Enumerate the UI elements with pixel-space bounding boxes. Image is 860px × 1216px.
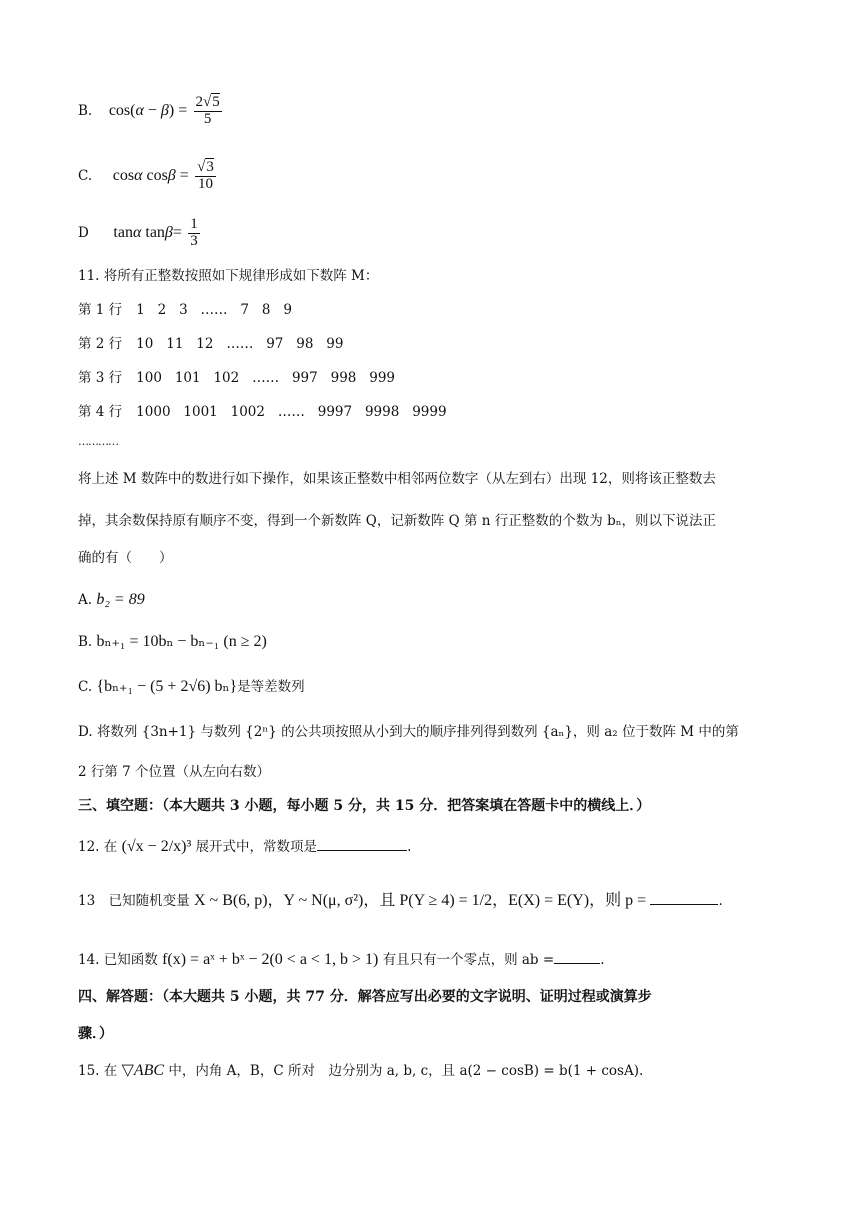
answer-blank[interactable] xyxy=(317,838,407,851)
q11-option-a xyxy=(78,592,145,608)
q11-stem: 11. 将所有正整数按照如下规律形成如下数阵 M： xyxy=(78,268,379,284)
option-label: C. xyxy=(78,167,93,184)
q11-option-b xyxy=(78,634,267,650)
option-math: cosα cosβ = xyxy=(112,166,189,184)
q14-math: f(x) = aˣ + bˣ − 2(0 < a < 1, b > 1) xyxy=(162,951,379,968)
section-3-heading: 三、填空题：（本大题共 3 小题，每小题 5 分，共 15 分．把答案填在答题卡中的横线上．） xyxy=(78,798,651,814)
answer-blank[interactable] xyxy=(554,951,600,964)
q15-text: 中，内角 A，B，C 所对 边分别为 a, b, c，且 a(2 − cosB) = b(1 + cosA). xyxy=(168,1063,644,1079)
option-math: {bₙ₊₁ − (5 + 2√6) bₙ} xyxy=(96,678,238,695)
q13-prefix: 13 已知随机变量 xyxy=(78,893,190,909)
fraction: $\frac{2√5}{5}$ xyxy=(195,94,220,127)
option-b-top xyxy=(78,95,224,128)
option-label: C. xyxy=(78,679,93,695)
row-label: 第 4 行 xyxy=(78,404,123,420)
section-4-heading-line-2: 骤．） xyxy=(78,1026,113,1042)
row-values: 100 101 102 …… 997 998 999 xyxy=(136,370,396,386)
matrix-row-2 xyxy=(78,338,343,352)
row-values: 1 2 3 …… 7 8 9 xyxy=(136,302,292,318)
triangle-symbol: ▽ABC xyxy=(121,1062,165,1079)
section-4-heading: 四、解答题：（本大题共 5 小题，共 77 分．解答应写出必要的文字说明、证明过程或演算步 xyxy=(78,989,652,1005)
q11-option-d-line-2: 2 行第 7 个位置（从左向右数） xyxy=(78,764,271,780)
q11-desc-line-3: 确的有（ ） xyxy=(78,550,173,566)
row-values: 1000 1001 1002 …… 9997 9998 9999 xyxy=(136,404,447,420)
row-label: 第 3 行 xyxy=(78,370,123,386)
q12: 12. 在 (√x − 2/x)³ 展开式中，常数项是 . xyxy=(78,838,412,855)
answer-blank[interactable] xyxy=(650,892,718,905)
q12-expr: (√x − 2/x)³ xyxy=(121,838,192,855)
row-label: 第 2 行 xyxy=(78,336,123,352)
q11-desc-line-2: 掉，其余数保持原有顺序不变，得到一个新数阵 Q，记新数阵 Q 第 n 行正整数的个数为 bₙ，则以下说法正 xyxy=(78,513,717,529)
option-math: bₙ₊₁ = 10bₙ − bₙ₋₁ (n ≥ 2) xyxy=(96,633,267,650)
q13-math: X ~ B(6, p)，Y ~ N(μ, σ²)，且 P(Y ≥ 4) = 1/2，E(X) = E(Y)，则 p = xyxy=(193,892,647,909)
q12-prefix: 12. 在 xyxy=(78,839,118,855)
fraction: $\frac{1}{3}$ xyxy=(190,216,198,249)
q15 xyxy=(78,1063,643,1079)
option-math: tanα tanβ= xyxy=(113,223,182,241)
option-d-top xyxy=(78,217,202,250)
q11-option-d xyxy=(78,726,739,740)
option-label: B. xyxy=(78,634,93,650)
q12-suffix: 展开式中，常数项是 xyxy=(195,839,318,855)
q14: 14. 已知函数 f(x) = aˣ + bˣ − 2(0 < a < 1, b > 1) 有且只有一个零点，则 ab = . xyxy=(78,951,605,968)
q15-prefix: 15. 在 xyxy=(78,1063,118,1079)
fraction: $\frac{√3}{10}$ xyxy=(197,159,214,192)
matrix-row-3 xyxy=(78,372,395,386)
matrix-ellipsis: ………… xyxy=(78,435,118,448)
row-values: 10 11 12 …… 97 98 99 xyxy=(136,336,344,352)
q14-prefix: 14. 已知函数 xyxy=(78,952,158,968)
row-label: 第 1 行 xyxy=(78,302,123,318)
matrix-row-4 xyxy=(78,406,447,420)
option-label: B. xyxy=(78,102,93,119)
option-label: D. xyxy=(78,724,93,740)
matrix-row-1 xyxy=(78,304,292,318)
q11-option-c xyxy=(78,679,305,695)
option-suffix: 是等差数列 xyxy=(237,679,305,695)
q14-suffix: 有且只有一个零点，则 ab = xyxy=(382,952,555,968)
q13: 13 已知随机变量 X ~ B(6, p)，Y ~ N(μ, σ²)，且 P(Y ≥ 4) = 1/2，E(X) = E(Y)，则 p = . xyxy=(78,892,723,909)
option-math: b₂ = 89 xyxy=(96,591,145,608)
option-label: A. xyxy=(78,592,93,608)
option-c-top xyxy=(78,160,218,193)
q11-desc-line-1: 将上述 M 数阵中的数进行如下操作，如果该正整数中相邻两位数字（从左到右）出现 12，则将该正整数去 xyxy=(78,471,716,487)
option-math: cos(α − β) = xyxy=(108,101,188,119)
option-text: 将数列 {3n+1} 与数列 {2ⁿ} 的公共项按照从小到大的顺序排列得到数列 {aₙ}，则 a₂ 位于数阵 M 中的第 xyxy=(96,724,739,740)
option-label: D xyxy=(78,224,89,241)
